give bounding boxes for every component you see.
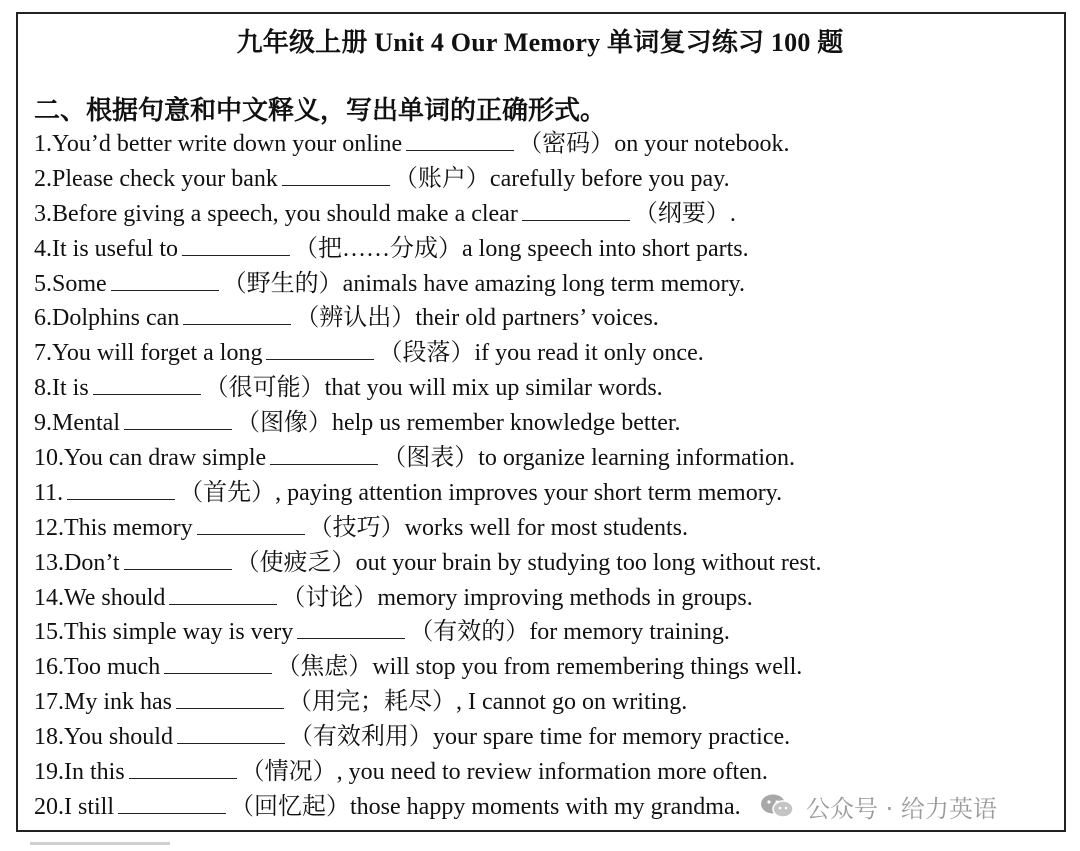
answer-blank[interactable] — [124, 409, 232, 430]
question-text-after: your spare time for memory practice. — [432, 724, 791, 751]
question-text-after: memory improving methods in groups. — [377, 584, 753, 611]
question-item — [34, 336, 822, 371]
question-text-before: 17.My ink has — [34, 689, 172, 716]
question-item — [34, 371, 822, 406]
chinese-hint: （图表） — [382, 445, 479, 472]
answer-blank[interactable] — [176, 688, 284, 709]
answer-blank[interactable] — [197, 514, 305, 535]
answer-blank[interactable] — [111, 270, 219, 291]
question-text-before: 1.You’d better write down your online — [34, 131, 403, 157]
answer-blank[interactable] — [164, 653, 272, 674]
question-text-before: 12.This memory — [34, 514, 193, 541]
question-text-after: carefully before you pay. — [489, 165, 730, 192]
question-text-before: 9.Mental — [34, 410, 120, 437]
answer-blank[interactable] — [182, 235, 290, 256]
answer-blank[interactable] — [406, 130, 514, 151]
chinese-hint: （纲要） — [633, 200, 730, 227]
question-item — [34, 232, 822, 267]
question-text-after: help us remember knowledge better. — [331, 410, 681, 437]
question-text-before: 16.Too much — [34, 654, 161, 681]
question-text-before: 4.It is useful to — [34, 235, 178, 262]
question-text-after: , I cannot go on writing. — [456, 689, 688, 716]
question-text-after: works well for most students. — [404, 514, 688, 541]
answer-blank[interactable] — [169, 584, 277, 605]
question-text-before: 6.Dolphins can — [34, 305, 180, 332]
chinese-hint: （有效利用） — [288, 724, 433, 751]
question-text-before: 15.This simple way is very — [34, 619, 294, 646]
question-item — [34, 755, 822, 790]
answer-blank[interactable] — [282, 165, 390, 186]
watermark-text: 公众号 · 给力英语 — [806, 794, 997, 823]
question-item — [34, 546, 822, 581]
question-item — [34, 476, 822, 511]
chinese-hint: （很可能） — [204, 375, 325, 402]
answer-blank[interactable] — [118, 793, 226, 814]
section-heading: 二、根据句意和中文释义，写出单词的正确形式。 — [34, 96, 607, 125]
question-item — [34, 685, 822, 720]
chinese-hint: （用完；耗尽） — [288, 689, 456, 716]
chinese-hint: （段落） — [378, 340, 475, 367]
watermark — [760, 788, 997, 824]
question-text-after: , you need to review information more often. — [336, 759, 768, 786]
chinese-hint: （密码） — [518, 131, 615, 157]
question-item — [34, 162, 822, 197]
answer-blank[interactable] — [522, 200, 630, 221]
chinese-hint: （焦虑） — [276, 654, 373, 681]
question-text-after: on your notebook. — [614, 131, 790, 157]
question-item — [34, 301, 822, 336]
bottom-divider — [30, 842, 170, 845]
question-text-after: if you read it only once. — [474, 340, 704, 367]
answer-blank[interactable] — [266, 339, 374, 360]
chinese-hint: （情况） — [240, 759, 337, 786]
chinese-hint: （使疲乏） — [235, 549, 356, 576]
chinese-hint: （辨认出） — [295, 305, 416, 332]
chinese-hint: （回忆起） — [230, 793, 351, 820]
question-text-before: 3.Before giving a speech, you should make a clear — [34, 200, 518, 227]
question-text-after: to organize learning information. — [478, 445, 796, 472]
question-text-after: their old partners’ voices. — [415, 305, 659, 332]
question-text-before: 18.You should — [34, 724, 173, 751]
question-text-before: 8.It is — [34, 375, 89, 402]
question-text-before: 19.In this — [34, 759, 125, 786]
question-item — [34, 511, 822, 546]
question-item — [34, 441, 822, 476]
question-text-after: , paying attention improves your short term memory. — [275, 479, 783, 506]
chinese-hint: （把……分成） — [294, 235, 462, 262]
chinese-hint: （首先） — [179, 479, 276, 506]
chinese-hint: （技巧） — [308, 514, 405, 541]
chinese-hint: （野生的） — [222, 270, 343, 297]
page-title: 九年级上册 Unit 4 Our Memory 单词复习练习 100 题 — [236, 28, 844, 57]
question-text-before: 20.I still — [34, 793, 115, 820]
answer-blank[interactable] — [124, 549, 232, 570]
question-text-after: that you will mix up similar words. — [324, 375, 663, 402]
question-text-before: 2.Please check your bank — [34, 165, 278, 192]
question-item — [34, 581, 822, 616]
answer-blank[interactable] — [183, 304, 291, 325]
question-item — [34, 615, 822, 650]
chinese-hint: （讨论） — [281, 584, 378, 611]
answer-blank[interactable] — [129, 758, 237, 779]
question-text-after: animals have amazing long term memory. — [342, 270, 745, 297]
question-text-before: 10.You can draw simple — [34, 445, 267, 472]
question-text-after: those happy moments with my grandma. — [350, 793, 741, 820]
chinese-hint: （账户） — [393, 165, 490, 192]
question-text-after: for memory training. — [529, 619, 730, 646]
question-item — [34, 790, 822, 825]
question-item — [34, 650, 822, 685]
question-item — [34, 197, 822, 232]
question-text-before: 13.Don’t — [34, 549, 120, 576]
answer-blank[interactable] — [270, 444, 378, 465]
question-item — [34, 720, 822, 755]
wechat-icon — [760, 793, 794, 819]
answer-blank[interactable] — [297, 618, 405, 639]
question-text-before: 5.Some — [34, 270, 107, 297]
question-item — [34, 267, 822, 302]
question-text-before: 7.You will forget a long — [34, 340, 263, 367]
answer-blank[interactable] — [93, 374, 201, 395]
question-text-after: will stop you from remembering things well. — [372, 654, 803, 681]
question-item — [34, 406, 822, 441]
chinese-hint: （图像） — [235, 410, 332, 437]
question-list — [34, 127, 822, 825]
question-text-after: . — [729, 200, 736, 227]
question-text-before: 14.We should — [34, 584, 166, 611]
question-text-before: 11. — [34, 479, 64, 506]
question-text-after: a long speech into short parts. — [462, 235, 749, 262]
answer-blank[interactable] — [67, 479, 175, 500]
question-item — [34, 127, 822, 162]
chinese-hint: （有效的） — [409, 619, 530, 646]
question-text-after: out your brain by studying too long without rest. — [355, 549, 822, 576]
answer-blank[interactable] — [177, 723, 285, 744]
